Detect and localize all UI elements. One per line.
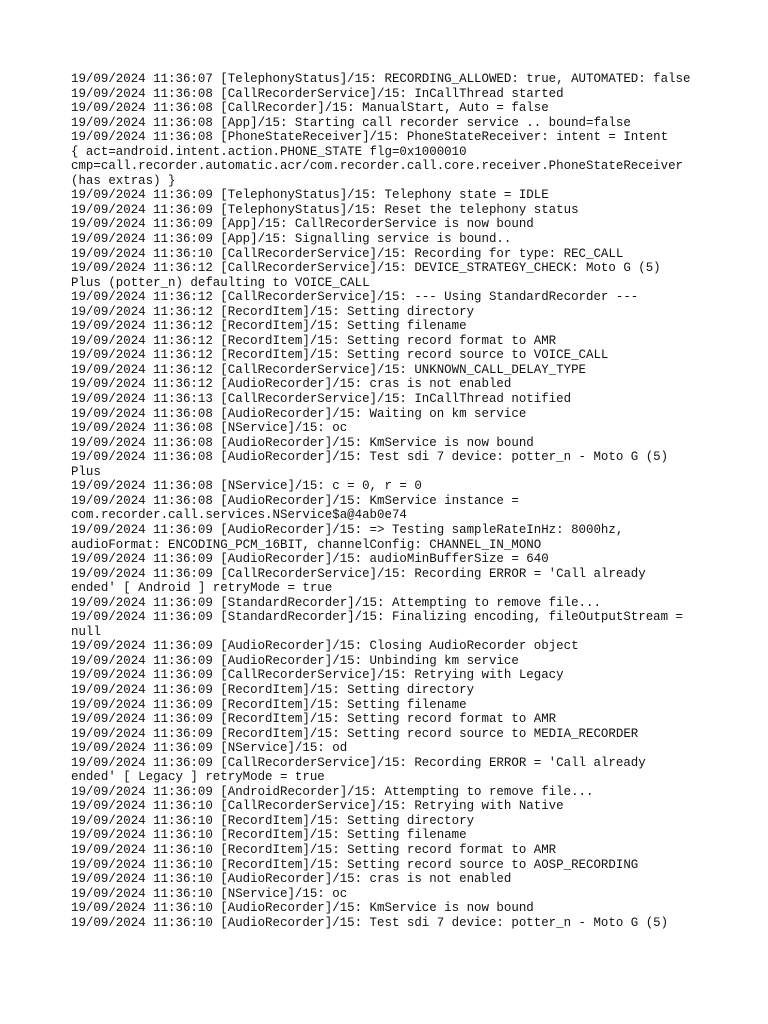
log-line: 19/09/2024 11:36:09 [CallRecorderService]/15: Recording ERROR = 'Call already (71, 566, 646, 581)
log-line: 19/09/2024 11:36:09 [TelephonyStatus]/15: Telephony state = IDLE (71, 188, 549, 203)
log-line: 19/09/2024 11:36:09 [StandardRecorder]/15: Attempting to remove file... (71, 595, 601, 610)
log-line: 19/09/2024 11:36:10 [CallRecorderService]/15: Retrying with Native (71, 799, 564, 814)
log-line: 19/09/2024 11:36:12 [AudioRecorder]/15: cras is not enabled (71, 377, 512, 392)
log-line: 19/09/2024 11:36:12 [CallRecorderService]/15: DEVICE_STRATEGY_CHECK: Moto G (5) (71, 261, 661, 276)
log-line: { act=android.intent.action.PHONE_STATE flg=0x1000010 (71, 144, 467, 159)
log-line: 19/09/2024 11:36:09 [App]/15: Signalling service is bound.. (71, 232, 512, 247)
log-line: 19/09/2024 11:36:10 [RecordItem]/15: Setting record source to AOSP_RECORDING (71, 857, 639, 872)
log-line: 19/09/2024 11:36:08 [AudioRecorder]/15: KmService instance = (71, 493, 519, 508)
log-line: 19/09/2024 11:36:09 [CallRecorderService]/15: Retrying with Legacy (71, 668, 564, 683)
log-line: Plus (71, 464, 101, 479)
log-line: 19/09/2024 11:36:12 [RecordItem]/15: Setting directory (71, 304, 475, 319)
log-line: 19/09/2024 11:36:12 [RecordItem]/15: Setting record source to VOICE_CALL (71, 348, 609, 363)
log-line: 19/09/2024 11:36:12 [RecordItem]/15: Setting record format to AMR (71, 333, 557, 348)
log-line: 19/09/2024 11:36:09 [AndroidRecorder]/15: Attempting to remove file... (71, 784, 594, 799)
log-line: 19/09/2024 11:36:08 [NService]/15: c = 0, r = 0 (71, 479, 422, 494)
log-line: 19/09/2024 11:36:10 [AudioRecorder]/15: Test sdi 7 device: potter_n - Moto G (5) (71, 915, 669, 930)
log-line: 19/09/2024 11:36:08 [App]/15: Starting call recorder service .. bound=false (71, 115, 631, 130)
log-line: 19/09/2024 11:36:08 [CallRecorder]/15: ManualStart, Auto = false (71, 101, 549, 116)
log-line: 19/09/2024 11:36:09 [CallRecorderService]/15: Recording ERROR = 'Call already (71, 755, 646, 770)
log-line: 19/09/2024 11:36:08 [AudioRecorder]/15: Waiting on km service (71, 406, 527, 421)
log-line: 19/09/2024 11:36:09 [AudioRecorder]/15: audioMinBufferSize = 640 (71, 552, 549, 567)
log-line: 19/09/2024 11:36:10 [AudioRecorder]/15: cras is not enabled (71, 872, 512, 887)
log-line: 19/09/2024 11:36:12 [RecordItem]/15: Setting filename (71, 319, 467, 334)
log-line: 19/09/2024 11:36:10 [RecordItem]/15: Setting filename (71, 828, 467, 843)
log-line: 19/09/2024 11:36:09 [RecordItem]/15: Setting record format to AMR (71, 712, 557, 727)
log-line: 19/09/2024 11:36:08 [AudioRecorder]/15: KmService is now bound (71, 435, 534, 450)
log-line: 19/09/2024 11:36:09 [TelephonyStatus]/15: Reset the telephony status (71, 202, 579, 217)
log-line: ended' [ Android ] retryMode = true (71, 581, 333, 596)
log-line: null (71, 624, 101, 639)
log-line: 19/09/2024 11:36:09 [RecordItem]/15: Setting filename (71, 697, 467, 712)
log-line: Plus (potter_n) defaulting to VOICE_CALL (71, 275, 370, 290)
log-line: audioFormat: ENCODING_PCM_16BIT, channelConfig: CHANNEL_IN_MONO (71, 537, 542, 552)
log-line: 19/09/2024 11:36:09 [StandardRecorder]/15: Finalizing encoding, fileOutputStream = (71, 610, 684, 625)
log-line: 19/09/2024 11:36:09 [RecordItem]/15: Setting directory (71, 682, 475, 697)
log-line: 19/09/2024 11:36:07 [TelephonyStatus]/15: RECORDING_ALLOWED: true, AUTOMATED: false (71, 72, 691, 86)
log-line: 19/09/2024 11:36:10 [NService]/15: oc (71, 886, 348, 901)
log-line: 19/09/2024 11:36:10 [AudioRecorder]/15: KmService is now bound (71, 901, 534, 916)
log-line: (has extras) } (71, 173, 176, 188)
log-line: 19/09/2024 11:36:09 [NService]/15: od (71, 741, 348, 756)
log-line: 19/09/2024 11:36:09 [App]/15: CallRecorderService is now bound (71, 217, 534, 232)
log-line: 19/09/2024 11:36:10 [RecordItem]/15: Setting directory (71, 813, 475, 828)
log-line: 19/09/2024 11:36:13 [CallRecorderService]/15: InCallThread notified (71, 392, 572, 407)
log-line: 19/09/2024 11:36:12 [CallRecorderService]/15: UNKNOWN_CALL_DELAY_TYPE (71, 362, 586, 377)
log-line: 19/09/2024 11:36:10 [CallRecorderService]/15: Recording for type: REC_CALL (71, 246, 624, 261)
log-line: 19/09/2024 11:36:12 [CallRecorderService]/15: --- Using StandardRecorder --- (71, 290, 639, 305)
log-line: 19/09/2024 11:36:08 [AudioRecorder]/15: Test sdi 7 device: potter_n - Moto G (5) (71, 450, 669, 465)
log-line: 19/09/2024 11:36:09 [AudioRecorder]/15: Unbinding km service (71, 653, 519, 668)
log-line: 19/09/2024 11:36:08 [PhoneStateReceiver]/15: PhoneStateReceiver: intent = Intent (71, 130, 669, 145)
log-line: 19/09/2024 11:36:09 [RecordItem]/15: Setting record source to MEDIA_RECORDER (71, 726, 639, 741)
log-line: 19/09/2024 11:36:08 [CallRecorderService]/15: InCallThread started (71, 86, 564, 101)
log-line: com.recorder.call.services.NService$a@4ab0e74 (71, 508, 407, 523)
log-text-block (71, 72, 731, 930)
log-line: 19/09/2024 11:36:08 [NService]/15: oc (71, 421, 348, 436)
log-line: 19/09/2024 11:36:09 [AudioRecorder]/15: Closing AudioRecorder object (71, 639, 579, 654)
log-line: ended' [ Legacy ] retryMode = true (71, 770, 325, 785)
log-line: 19/09/2024 11:36:09 [AudioRecorder]/15: => Testing sampleRateInHz: 8000hz, (71, 522, 624, 537)
log-line: cmp=call.recorder.automatic.acr/com.recorder.call.core.receiver.PhoneStateReceiver (71, 159, 684, 174)
log-line: 19/09/2024 11:36:10 [RecordItem]/15: Setting record format to AMR (71, 842, 557, 857)
